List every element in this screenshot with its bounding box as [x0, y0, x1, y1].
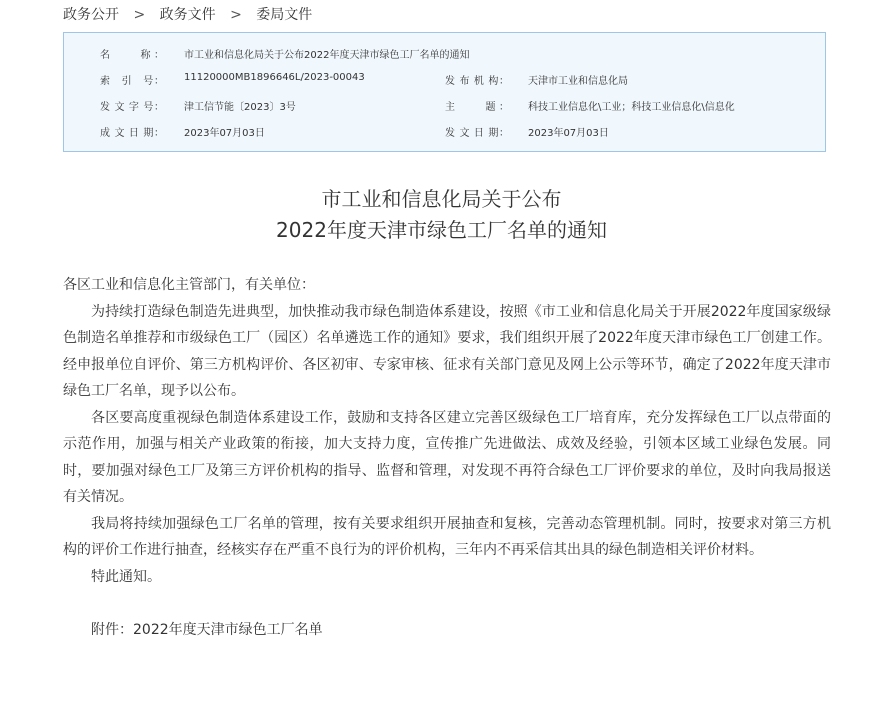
date-made-value: 2023年07月03日 — [184, 128, 265, 139]
breadcrumb-separator: > — [230, 7, 242, 23]
breadcrumb-item-policy-docs[interactable]: 政务文件 — [159, 7, 216, 23]
index-label: 索 引 号： — [100, 76, 164, 87]
date-pub-value: 2023年07月03日 — [528, 128, 609, 139]
attachment-line — [63, 617, 831, 644]
spacer — [63, 590, 831, 617]
attachment-label: 附件： — [91, 621, 133, 638]
date-pub-label: 发 文 日 期： — [445, 128, 509, 139]
topic-value: 科技工业信息化\工业；科技工业信息化\信息化 — [528, 102, 735, 113]
breadcrumb-item-bureau-docs[interactable]: 委局文件 — [256, 7, 313, 23]
metadata-row-docno — [64, 94, 825, 120]
attachment-link[interactable]: 2022年度天津市绿色工厂名单 — [133, 621, 323, 638]
paragraph-1: 为持续打造绿色制造先进典型，加快推动我市绿色制造体系建设，按照《市工业和信息化局关于开展2022年度国家级绿色制造名单推荐和市级绿色工厂（园区）名单遴选工作的通知》要求，我们组织开展了2022年度天津市绿色工厂创建工作。经申报单位自评价、第三方机构评价、各区初审、专家审核、征求有关部门意见及网上公示等环节，确定了2022年度天津市绿色工厂名单，现予以公布。 — [63, 303, 831, 399]
breadcrumb-separator: > — [133, 7, 146, 23]
breadcrumb-item-gov-affairs[interactable]: 政务公开 — [63, 7, 119, 23]
paragraph-2: 各区要高度重视绿色制造体系建设工作，鼓励和支持各区建立完善区级绿色工厂培育库，充分发挥绿色工厂以点带面的示范作用，加强与相关产业政策的衔接，加大支持力度，宣传推广先进做法、成效及经验，引领本区域工业绿色发展。同时，要加强对绿色工厂及第三方评价机构的指导、监督和管理，对发现不再符合绿色工厂评价要求的单位，及时向我局报送有关情况。 — [63, 409, 831, 505]
name-label: 名 称： — [100, 50, 164, 61]
document-title-line1: 市工业和信息化局关于公布 — [321, 187, 562, 211]
index-value: 11120000MB1896646L/2023-00043 — [184, 72, 365, 83]
topic-label: 主 题： — [445, 102, 509, 113]
docno-label: 发 文 字 号： — [100, 102, 164, 113]
closing-line: 特此通知。 — [91, 568, 161, 585]
paragraph-3: 我局将持续加强绿色工厂名单的管理，按有关要求组织开展抽查和复核，完善动态管理机制。同时，按要求对第三方机构的评价工作进行抽查，经核实存在严重不良行为的评价机构，三年内不再采信其出具的绿色制造相关评价材料。 — [63, 515, 831, 558]
salutation: 各区工业和信息化主管部门，有关单位： — [63, 277, 315, 293]
document-title-line2: 2022年度天津市绿色工厂名单的通知 — [276, 218, 607, 242]
breadcrumb — [63, 4, 312, 24]
issuer-label: 发 布 机 构： — [445, 76, 509, 87]
issuer-value: 天津市工业和信息化局 — [528, 76, 628, 87]
docno-value: 津工信节能〔2023〕3号 — [184, 102, 296, 113]
metadata-row-name — [64, 42, 825, 68]
document-body — [63, 272, 831, 643]
metadata-row-index — [64, 68, 825, 94]
metadata-row-dates — [64, 120, 825, 146]
date-made-label: 成 文 日 期： — [100, 128, 164, 139]
document-metadata-panel — [63, 32, 826, 152]
name-value: 市工业和信息化局关于公布2022年度天津市绿色工厂名单的通知 — [184, 50, 470, 61]
